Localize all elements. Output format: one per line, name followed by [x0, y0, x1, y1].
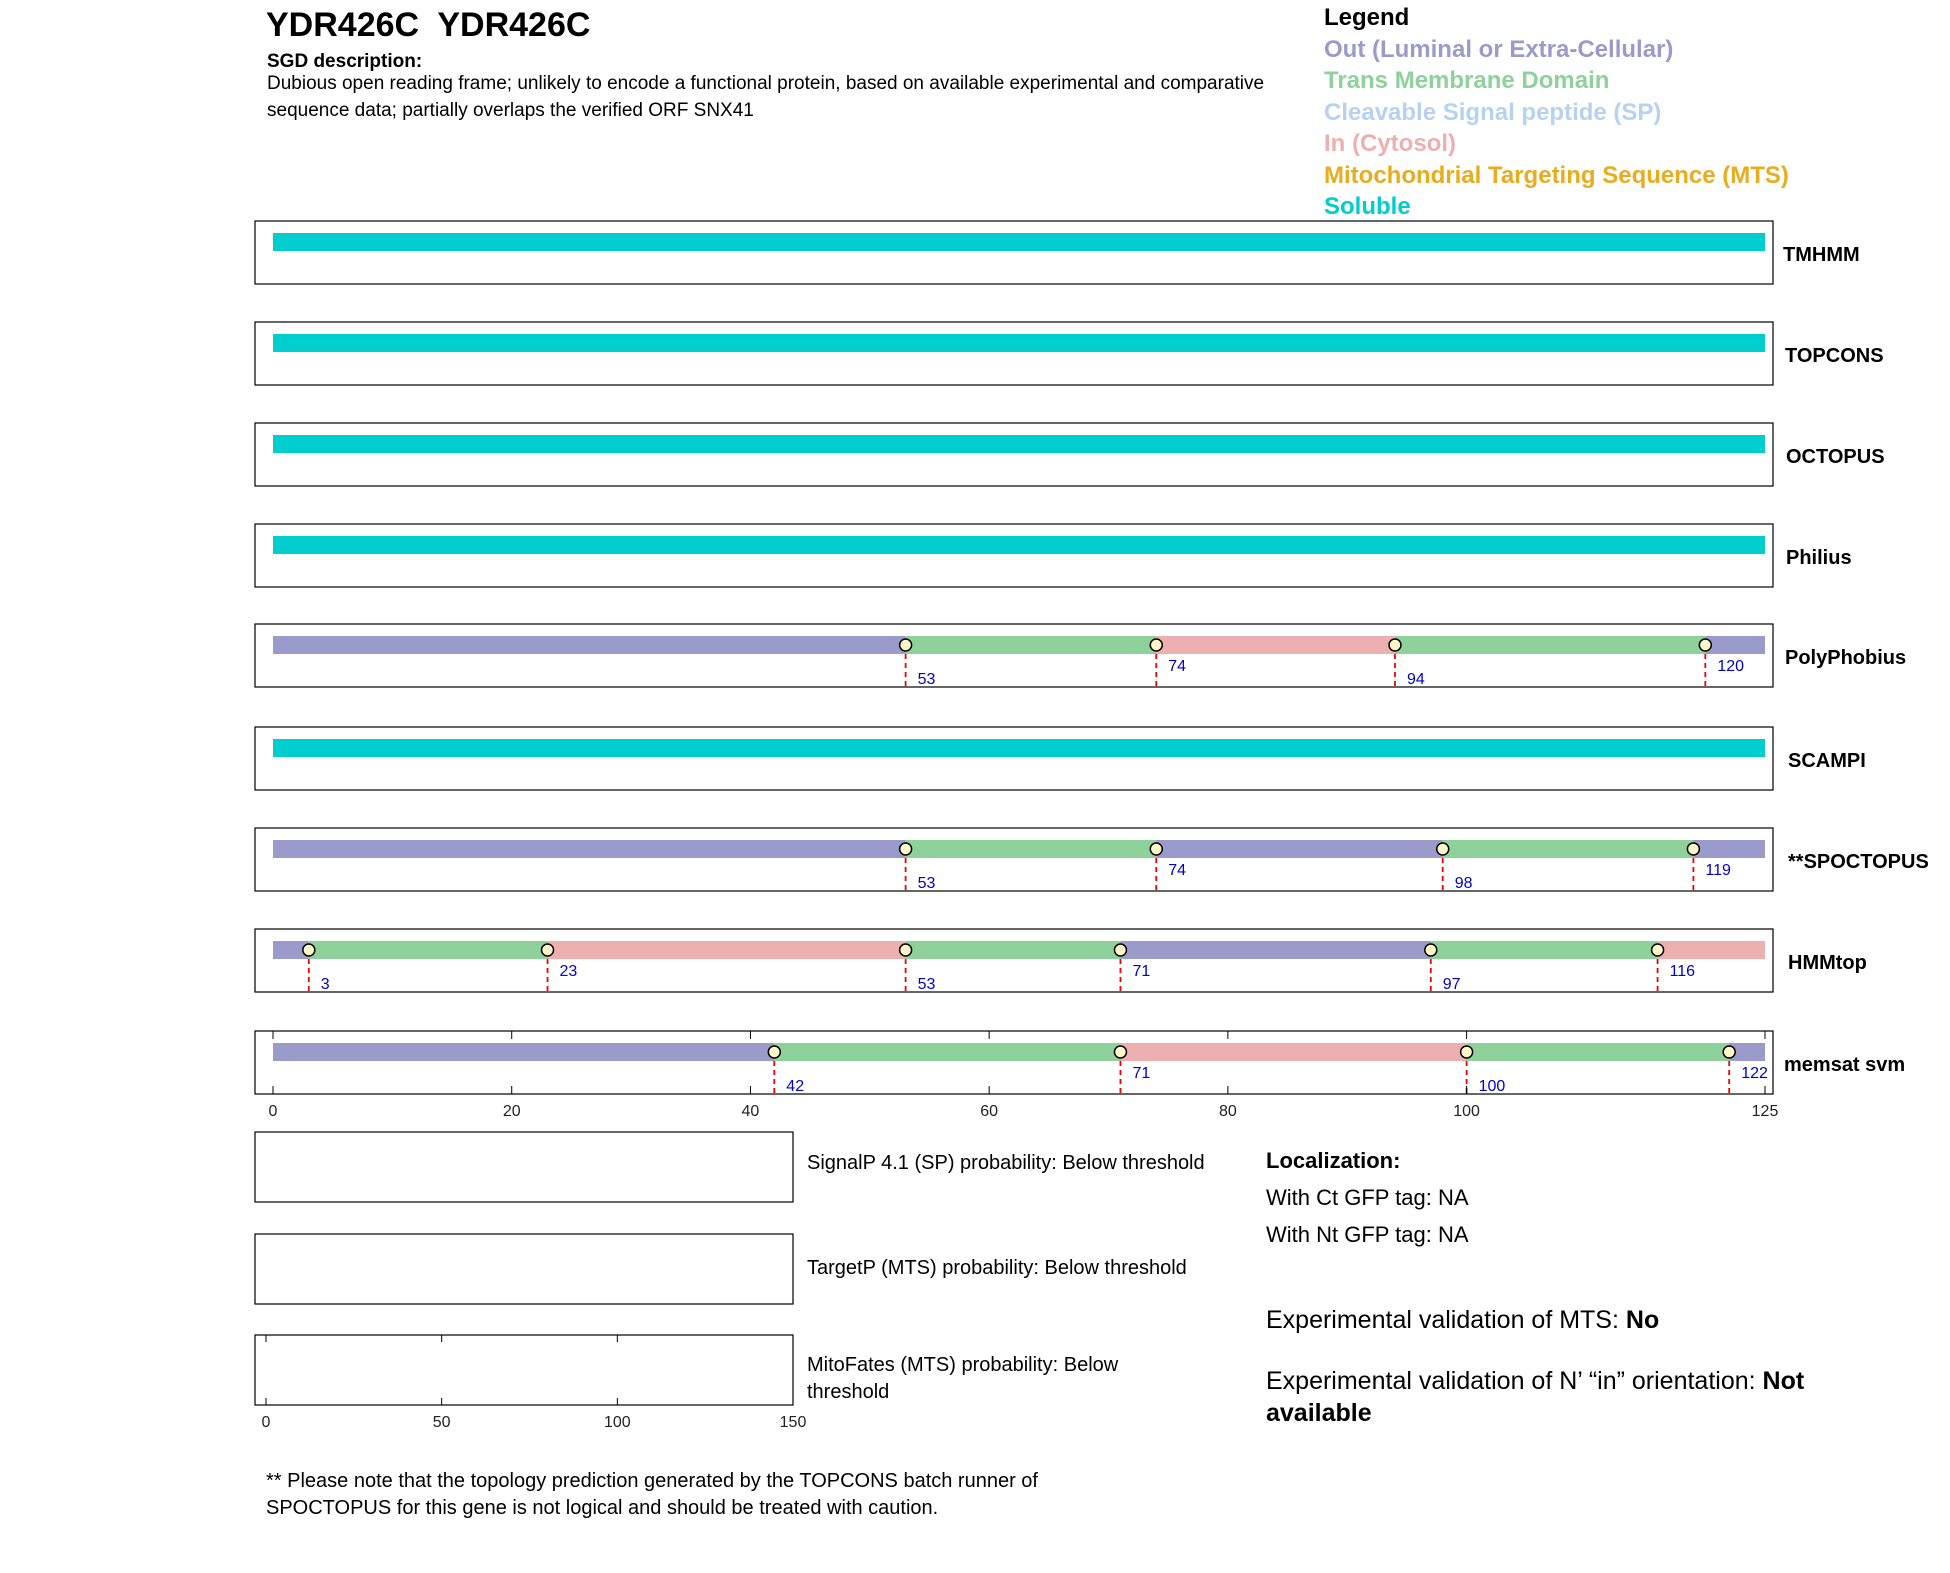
segment-tm — [906, 840, 1157, 858]
segment-out — [273, 840, 906, 858]
legend-item-sp: Cleavable Signal peptide (SP) — [1324, 99, 1662, 126]
boundary-label: 122 — [1741, 1065, 1768, 1082]
boundary-marker — [1425, 944, 1437, 956]
boundary-label: 71 — [1132, 1065, 1151, 1082]
probability-panel-box — [255, 1234, 793, 1304]
segment-tm — [906, 636, 1157, 654]
boundary-marker — [900, 843, 912, 855]
boundary-marker — [1461, 1046, 1473, 1058]
x-tick-label: 50 — [432, 1414, 451, 1431]
sgd-description-label: SGD description: — [267, 51, 423, 72]
x-tick-label: 0 — [261, 1414, 271, 1431]
track-label-spoctopus: **SPOCTOPUS — [1788, 851, 1929, 873]
track-box-topcons — [255, 322, 1773, 385]
segment-tm — [1395, 636, 1705, 654]
legend-item-tm: Trans Membrane Domain — [1324, 67, 1610, 94]
boundary-label: 53 — [917, 976, 936, 993]
boundary-label: 74 — [1168, 658, 1187, 675]
track-box-philius — [255, 524, 1773, 587]
segment-out — [1156, 840, 1442, 858]
x-tick-label: 125 — [1751, 1103, 1779, 1120]
x-tick-label: 80 — [1218, 1103, 1237, 1120]
boundary-label: 120 — [1717, 658, 1745, 675]
boundary-marker — [1150, 639, 1162, 651]
targetp-label: TargetP (MTS) probability: Below threshold — [807, 1257, 1187, 1279]
boundary-marker — [1437, 843, 1449, 855]
mitofates-label: MitoFates (MTS) probability: Below threshold — [807, 1354, 1119, 1403]
segment-tm — [1467, 1043, 1730, 1061]
boundary-label: 71 — [1132, 963, 1151, 980]
boundary-marker — [1389, 639, 1401, 651]
probability-panel-box — [255, 1335, 793, 1405]
track-label-tmhmm: TMHMM — [1783, 244, 1860, 266]
x-tick-label: 100 — [603, 1414, 631, 1431]
boundary-label: 98 — [1454, 875, 1473, 892]
segment-out — [273, 1043, 774, 1061]
segment-soluble — [273, 233, 1765, 251]
segment-out — [273, 636, 906, 654]
boundary-marker — [1150, 843, 1162, 855]
nin-validation-value: Not available — [1266, 1367, 1805, 1427]
legend-item-out: Out (Luminal or Extra-Cellular) — [1324, 36, 1674, 63]
track-label-scampi: SCAMPI — [1788, 750, 1866, 772]
localization-ct: With Ct GFP tag: NA — [1266, 1185, 1469, 1210]
boundary-marker — [900, 639, 912, 651]
boundary-label: 116 — [1669, 963, 1696, 980]
legend-title: Legend — [1324, 4, 1410, 31]
legend-item-in: In (Cytosol) — [1324, 130, 1456, 157]
x-tick-label: 40 — [741, 1103, 760, 1120]
segment-in — [548, 941, 906, 959]
boundary-marker — [900, 944, 912, 956]
boundary-label: 119 — [1705, 862, 1731, 879]
track-label-topcons: TOPCONS — [1785, 345, 1884, 367]
sgd-description-text: Dubious open reading frame; unlikely to encode a functional protein, based on available experimental and comparative sequence data; partially overlaps the verified ORF SNX41 — [267, 73, 1265, 121]
segment-tm — [1431, 941, 1658, 959]
nin-validation-label: Experimental validation of N’ “in” orientation: — [1266, 1367, 1763, 1395]
segment-tm — [774, 1043, 1120, 1061]
boundary-label: 74 — [1168, 862, 1187, 879]
legend-item-soluble: Soluble — [1324, 193, 1411, 220]
segment-in — [1156, 636, 1395, 654]
boundary-marker — [303, 944, 315, 956]
boundary-marker — [542, 944, 554, 956]
track-label-polyphobius: PolyPhobius — [1785, 647, 1907, 669]
boundary-marker — [1699, 639, 1711, 651]
track-label-hmmtop: HMMtop — [1788, 952, 1867, 974]
boundary-marker — [1114, 944, 1126, 956]
segment-tm — [1443, 840, 1694, 858]
track-box-hmmtop — [255, 929, 1773, 992]
track-box-scampi — [255, 727, 1773, 790]
segment-soluble — [273, 739, 1765, 757]
boundary-label: 53 — [917, 875, 936, 892]
boundary-label: 100 — [1478, 1078, 1506, 1095]
boundary-label: 94 — [1406, 671, 1425, 688]
track-box-octopus — [255, 423, 1773, 486]
nin-validation — [1266, 1365, 1886, 1429]
mts-validation — [1266, 1306, 1659, 1335]
mts-validation-value: No — [1625, 1306, 1660, 1334]
boundary-marker — [768, 1046, 780, 1058]
boundary-marker — [1723, 1046, 1735, 1058]
track-box-spoctopus — [255, 828, 1773, 891]
segment-soluble — [273, 435, 1765, 453]
x-tick-label: 20 — [502, 1103, 521, 1120]
track-label-philius: Philius — [1786, 547, 1852, 569]
track-label-memsat-svm: memsat svm — [1784, 1054, 1906, 1076]
boundary-label: 42 — [786, 1078, 805, 1095]
segment-tm — [309, 941, 548, 959]
boundary-label: 23 — [559, 963, 578, 980]
x-tick-label: 100 — [1453, 1103, 1480, 1120]
footnote: ** Please note that the topology prediction generated by the TOPCONS batch runner of SPOCTOPUS for this gene is not logical and should be treated with caution. — [266, 1470, 1038, 1519]
track-box-memsat-svm — [255, 1031, 1773, 1094]
segment-in — [1658, 941, 1765, 959]
segment-out — [1705, 636, 1765, 654]
probability-panel-box — [255, 1132, 793, 1202]
boundary-label: 97 — [1442, 976, 1461, 993]
track-box-polyphobius — [255, 624, 1773, 687]
mts-validation-label: Experimental validation of MTS: — [1266, 1306, 1626, 1334]
x-tick-label: 0 — [268, 1103, 278, 1120]
x-tick-label: 60 — [980, 1103, 999, 1120]
localization-title: Localization: — [1266, 1148, 1401, 1173]
segment-soluble — [273, 334, 1765, 352]
legend-item-mts: Mitochondrial Targeting Sequence (MTS) — [1324, 162, 1789, 189]
segment-out — [1120, 941, 1430, 959]
segment-soluble — [273, 536, 1765, 554]
boundary-marker — [1652, 944, 1664, 956]
localization-nt: With Nt GFP tag: NA — [1266, 1222, 1469, 1247]
segment-tm — [906, 941, 1121, 959]
track-box-tmhmm — [255, 221, 1773, 284]
boundary-marker — [1114, 1046, 1126, 1058]
signalp-label: SignalP 4.1 (SP) probability: Below threshold — [807, 1152, 1205, 1174]
x-tick-label: 150 — [779, 1414, 807, 1431]
segment-out — [1693, 840, 1765, 858]
boundary-label: 53 — [917, 671, 936, 688]
segment-in — [1120, 1043, 1466, 1061]
boundary-label: 3 — [320, 976, 330, 993]
boundary-marker — [1687, 843, 1699, 855]
track-label-octopus: OCTOPUS — [1786, 446, 1885, 468]
page-title: YDR426C YDR426C — [266, 6, 591, 44]
